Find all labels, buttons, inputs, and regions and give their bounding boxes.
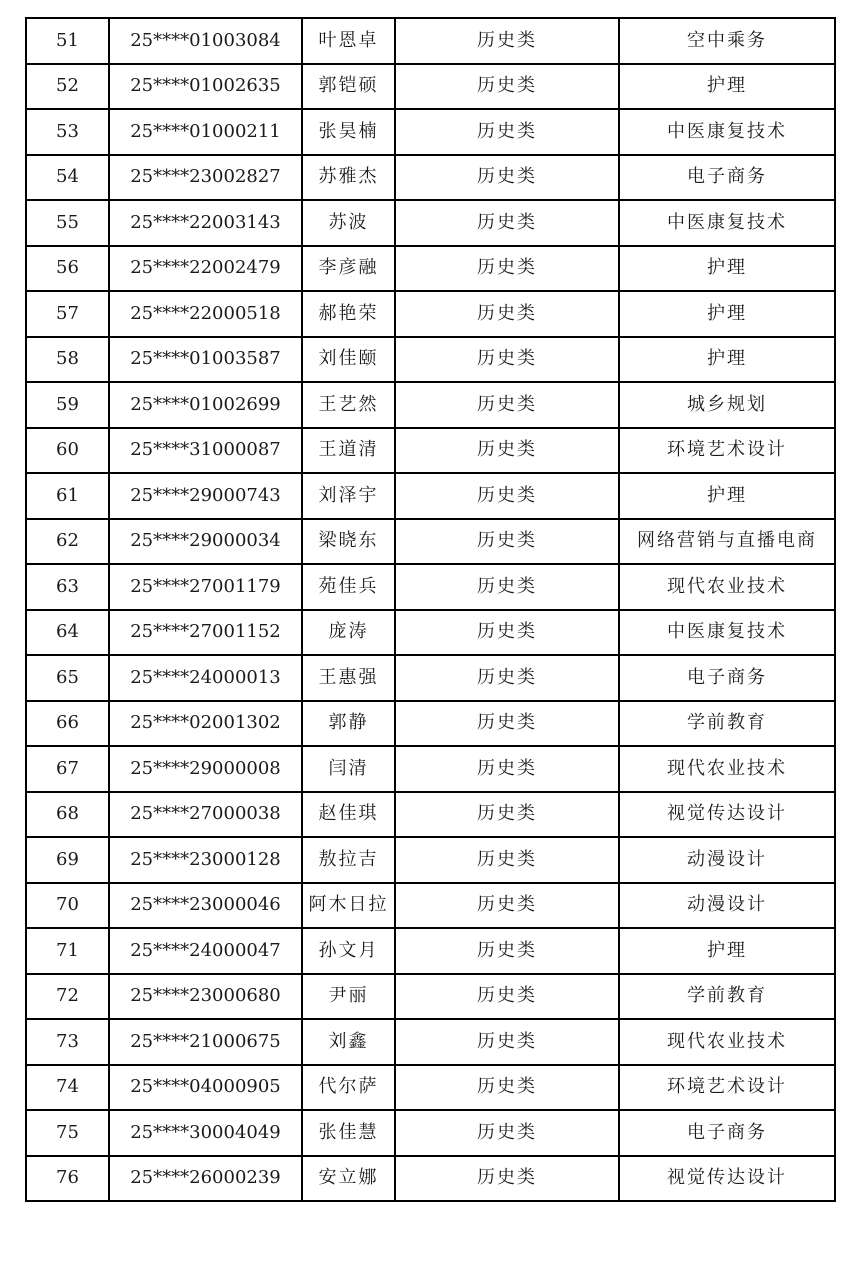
cell-major: 电子商务 [619,155,835,201]
cell-seq: 64 [26,610,109,656]
cell-category: 历史类 [395,291,619,337]
cell-seq: 74 [26,1065,109,1111]
cell-major: 护理 [619,291,835,337]
cell-exam-id: 25****01003587 [109,337,302,383]
cell-exam-id: 25****27000038 [109,792,302,838]
table-row [26,64,835,110]
cell-name: 苏雅杰 [302,155,395,201]
cell-name: 张昊楠 [302,109,395,155]
cell-major: 护理 [619,64,835,110]
cell-major: 护理 [619,928,835,974]
cell-name: 王艺然 [302,382,395,428]
cell-seq: 73 [26,1019,109,1065]
cell-seq: 56 [26,246,109,292]
cell-name: 郭铠硕 [302,64,395,110]
table-row [26,746,835,792]
cell-major: 城乡规划 [619,382,835,428]
cell-exam-id: 25****01000211 [109,109,302,155]
cell-major: 学前教育 [619,701,835,747]
cell-seq: 68 [26,792,109,838]
cell-major: 中医康复技术 [619,200,835,246]
table-row [26,883,835,929]
cell-seq: 72 [26,974,109,1020]
table-row [26,701,835,747]
cell-seq: 59 [26,382,109,428]
table-row [26,519,835,565]
cell-category: 历史类 [395,109,619,155]
cell-name: 张佳慧 [302,1110,395,1156]
table-row [26,473,835,519]
cell-category: 历史类 [395,337,619,383]
cell-name: 代尔萨 [302,1065,395,1111]
table-row [26,246,835,292]
table-row [26,564,835,610]
cell-exam-id: 25****29000743 [109,473,302,519]
cell-major: 护理 [619,246,835,292]
cell-major: 中医康复技术 [619,109,835,155]
cell-name: 苑佳兵 [302,564,395,610]
cell-category: 历史类 [395,64,619,110]
cell-name: 李彦融 [302,246,395,292]
cell-exam-id: 25****01002635 [109,64,302,110]
cell-seq: 61 [26,473,109,519]
document-page [25,17,834,1202]
cell-name: 王惠强 [302,655,395,701]
cell-seq: 76 [26,1156,109,1202]
cell-name: 孙文月 [302,928,395,974]
cell-major: 护理 [619,337,835,383]
cell-exam-id: 25****22002479 [109,246,302,292]
cell-major: 动漫设计 [619,837,835,883]
cell-name: 王道清 [302,428,395,474]
cell-name: 敖拉吉 [302,837,395,883]
cell-category: 历史类 [395,564,619,610]
cell-exam-id: 25****22003143 [109,200,302,246]
cell-exam-id: 25****01002699 [109,382,302,428]
cell-name: 苏波 [302,200,395,246]
cell-exam-id: 25****27001179 [109,564,302,610]
cell-category: 历史类 [395,428,619,474]
cell-seq: 67 [26,746,109,792]
cell-category: 历史类 [395,1019,619,1065]
cell-category: 历史类 [395,382,619,428]
table-row [26,382,835,428]
cell-seq: 62 [26,519,109,565]
cell-name: 叶恩卓 [302,18,395,64]
cell-exam-id: 25****29000008 [109,746,302,792]
cell-major: 视觉传达设计 [619,1156,835,1202]
table-row [26,155,835,201]
cell-category: 历史类 [395,928,619,974]
table-row [26,428,835,474]
table-row [26,837,835,883]
cell-category: 历史类 [395,246,619,292]
cell-name: 安立娜 [302,1156,395,1202]
cell-major: 现代农业技术 [619,564,835,610]
cell-seq: 57 [26,291,109,337]
cell-exam-id: 25****31000087 [109,428,302,474]
cell-exam-id: 25****01003084 [109,18,302,64]
cell-major: 空中乘务 [619,18,835,64]
table-row [26,655,835,701]
cell-exam-id: 25****27001152 [109,610,302,656]
cell-name: 刘泽宇 [302,473,395,519]
cell-exam-id: 25****23000046 [109,883,302,929]
cell-seq: 55 [26,200,109,246]
cell-exam-id: 25****02001302 [109,701,302,747]
cell-name: 刘鑫 [302,1019,395,1065]
cell-category: 历史类 [395,1110,619,1156]
cell-exam-id: 25****23002827 [109,155,302,201]
table-row [26,1065,835,1111]
cell-seq: 58 [26,337,109,383]
cell-seq: 75 [26,1110,109,1156]
cell-seq: 65 [26,655,109,701]
table-row [26,1156,835,1202]
cell-major: 中医康复技术 [619,610,835,656]
cell-seq: 60 [26,428,109,474]
table-body [26,18,835,1201]
cell-major: 环境艺术设计 [619,428,835,474]
table-row [26,974,835,1020]
cell-name: 赵佳琪 [302,792,395,838]
cell-name: 郝艳荣 [302,291,395,337]
table-row [26,1019,835,1065]
cell-category: 历史类 [395,701,619,747]
table-row [26,109,835,155]
cell-major: 网络营销与直播电商 [619,519,835,565]
cell-exam-id: 25****24000013 [109,655,302,701]
cell-seq: 71 [26,928,109,974]
table-row [26,928,835,974]
cell-category: 历史类 [395,155,619,201]
cell-exam-id: 25****26000239 [109,1156,302,1202]
cell-seq: 53 [26,109,109,155]
cell-major: 视觉传达设计 [619,792,835,838]
cell-seq: 66 [26,701,109,747]
cell-major: 现代农业技术 [619,1019,835,1065]
cell-exam-id: 25****21000675 [109,1019,302,1065]
cell-major: 学前教育 [619,974,835,1020]
cell-category: 历史类 [395,792,619,838]
cell-name: 尹丽 [302,974,395,1020]
cell-category: 历史类 [395,18,619,64]
cell-major: 电子商务 [619,655,835,701]
cell-category: 历史类 [395,974,619,1020]
cell-major: 现代农业技术 [619,746,835,792]
cell-exam-id: 25****29000034 [109,519,302,565]
cell-name: 刘佳颐 [302,337,395,383]
table-row [26,337,835,383]
cell-category: 历史类 [395,1156,619,1202]
table-row [26,610,835,656]
cell-exam-id: 25****22000518 [109,291,302,337]
cell-category: 历史类 [395,473,619,519]
table-row [26,18,835,64]
cell-category: 历史类 [395,200,619,246]
cell-major: 动漫设计 [619,883,835,929]
cell-category: 历史类 [395,1065,619,1111]
cell-exam-id: 25****23000128 [109,837,302,883]
table-row [26,792,835,838]
cell-name: 梁晓东 [302,519,395,565]
cell-seq: 51 [26,18,109,64]
cell-exam-id: 25****23000680 [109,974,302,1020]
cell-seq: 54 [26,155,109,201]
cell-major: 环境艺术设计 [619,1065,835,1111]
cell-major: 电子商务 [619,1110,835,1156]
cell-name: 郭静 [302,701,395,747]
table-row [26,1110,835,1156]
cell-exam-id: 25****04000905 [109,1065,302,1111]
cell-category: 历史类 [395,837,619,883]
cell-seq: 52 [26,64,109,110]
cell-category: 历史类 [395,746,619,792]
cell-category: 历史类 [395,610,619,656]
cell-category: 历史类 [395,655,619,701]
cell-exam-id: 25****24000047 [109,928,302,974]
table-row [26,291,835,337]
cell-name: 闫清 [302,746,395,792]
cell-seq: 63 [26,564,109,610]
cell-name: 阿木日拉 [302,883,395,929]
table-row [26,200,835,246]
cell-category: 历史类 [395,883,619,929]
cell-seq: 69 [26,837,109,883]
admission-table [25,17,836,1202]
cell-major: 护理 [619,473,835,519]
cell-exam-id: 25****30004049 [109,1110,302,1156]
cell-category: 历史类 [395,519,619,565]
cell-seq: 70 [26,883,109,929]
cell-name: 庞涛 [302,610,395,656]
